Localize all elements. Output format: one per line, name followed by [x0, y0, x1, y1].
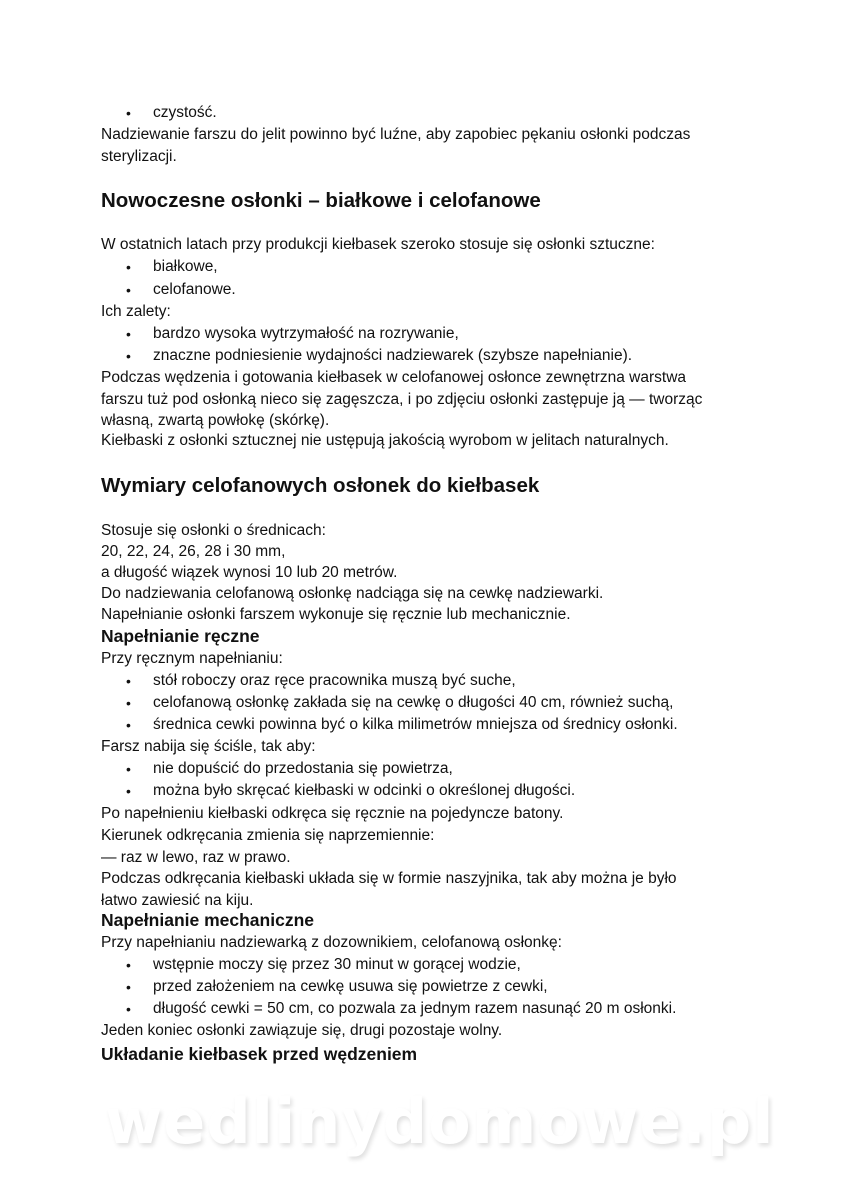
paragraph-line — [101, 368, 686, 388]
list-item — [126, 781, 576, 801]
paragraph-line — [101, 411, 329, 431]
line-text: Farsz nabija się ściśle, tak aby: — [101, 738, 316, 755]
line-text: Kiełbaski z osłonki sztucznej nie ustępują jakością wyrobom w jelitach naturalnych. — [101, 432, 669, 449]
line-text: Napełnianie mechaniczne — [101, 910, 314, 930]
paragraph-line — [101, 869, 677, 889]
line-text: Układanie kiełbasek przed wędzeniem — [101, 1044, 418, 1064]
line-text: celofanowe. — [153, 281, 236, 298]
line-text: białkowe, — [153, 258, 218, 275]
paragraph-line — [101, 737, 316, 757]
line-text: celofanową osłonkę zakłada się na cewkę o długości 40 cm, również suchą, — [153, 694, 674, 711]
list-item — [126, 955, 521, 975]
watermark: wedlinydomowe.pl — [105, 1085, 775, 1158]
bullet-icon: • — [126, 326, 131, 342]
paragraph-line — [101, 390, 702, 410]
subsection-heading — [101, 909, 314, 931]
line-text: — raz w lewo, raz w prawo. — [101, 849, 291, 866]
line-text: W ostatnich latach przy produkcji kiełbasek szeroko stosuje się osłonki sztuczne: — [101, 236, 655, 253]
subsection-heading — [101, 625, 260, 647]
line-text: Podczas odkręcania kiełbaski układa się w formie naszyjnika, tak aby można je było — [101, 870, 677, 887]
bullet-icon: • — [126, 259, 131, 275]
bullet-icon: • — [126, 673, 131, 689]
paragraph-line — [101, 302, 171, 322]
paragraph-line — [101, 563, 397, 583]
line-text: bardzo wysoka wytrzymałość na rozrywanie, — [153, 325, 459, 342]
line-text: Ich zalety: — [101, 303, 171, 320]
line-text: sterylizacji. — [101, 148, 177, 165]
line-text: Kierunek odkręcania zmienia się naprzemiennie: — [101, 827, 435, 844]
line-text: 20, 22, 24, 26, 28 i 30 mm, — [101, 543, 286, 560]
paragraph-line — [101, 542, 285, 562]
list-item — [126, 103, 217, 123]
paragraph-line — [101, 235, 655, 255]
line-text: stół roboczy oraz ręce pracownika muszą być suche, — [153, 672, 516, 689]
paragraph-line — [101, 125, 690, 145]
paragraph-line — [101, 649, 283, 669]
paragraph-line — [101, 1021, 502, 1041]
subsection-heading — [101, 1043, 417, 1065]
bullet-icon: • — [126, 1001, 131, 1017]
bullet-icon: • — [126, 348, 131, 364]
line-text: Nowoczesne osłonki – białkowe i celofanowe — [101, 189, 541, 212]
list-item — [126, 759, 453, 779]
list-item — [126, 693, 674, 713]
line-text: Napełnianie ręczne — [101, 626, 260, 646]
paragraph-line — [101, 521, 326, 541]
paragraph-line — [101, 431, 669, 451]
bullet-icon: • — [126, 105, 131, 121]
line-text: Przy napełnianiu nadziewarką z dozownikiem, celofanową osłonkę: — [101, 934, 562, 951]
line-text: można było skręcać kiełbaski w odcinki o określonej długości. — [153, 782, 576, 799]
line-text: łatwo zawiesić na kiju. — [101, 892, 254, 909]
section-heading — [101, 473, 539, 499]
paragraph-line — [101, 804, 563, 824]
line-text: Podczas wędzenia i gotowania kiełbasek w celofanowej osłonce zewnętrzna warstwa — [101, 369, 687, 386]
bullet-icon: • — [126, 957, 131, 973]
line-text: wstępnie moczy się przez 30 minut w gorącej wodzie, — [153, 956, 521, 973]
bullet-icon: • — [126, 761, 131, 777]
line-text: a długość wiązek wynosi 10 lub 20 metrów. — [101, 564, 398, 581]
paragraph-line — [101, 147, 177, 167]
line-text: przed założeniem na cewkę usuwa się powietrze z cewki, — [153, 978, 548, 995]
list-item — [126, 671, 516, 691]
line-text: Nadziewanie farszu do jelit powinno być luźne, aby zapobiec pękaniu osłonki podczas — [101, 126, 691, 143]
line-text: farszu tuż pod osłonką nieco się zagęszcza, i po zdjęciu osłonki zastępuje ją — tworząc — [101, 391, 703, 408]
line-text: Do nadziewania celofanową osłonkę nadciąga się na cewkę nadziewarki. — [101, 585, 604, 602]
paragraph-line — [101, 605, 571, 625]
line-text: Jeden koniec osłonki zawiązuje się, drugi pozostaje wolny. — [101, 1022, 503, 1039]
line-text: czystość. — [153, 104, 217, 121]
bullet-icon: • — [126, 282, 131, 298]
paragraph-line — [101, 891, 253, 911]
list-item — [126, 257, 218, 277]
line-text: Po napełnieniu kiełbaski odkręca się ręcznie na pojedyncze batony. — [101, 805, 564, 822]
line-text: nie dopuścić do przedostania się powietrza, — [153, 760, 453, 777]
line-text: własną, zwartą powłokę (skórkę). — [101, 412, 330, 429]
paragraph-line — [101, 584, 603, 604]
line-text: długość cewki = 50 cm, co pozwala za jednym razem nasunąć 20 m osłonki. — [153, 1000, 677, 1017]
bullet-icon: • — [126, 695, 131, 711]
bullet-icon: • — [126, 783, 131, 799]
line-text: znaczne podniesienie wydajności nadziewarek (szybsze napełnianie). — [153, 347, 633, 364]
line-text: średnica cewki powinna być o kilka milimetrów mniejsza od średnicy osłonki. — [153, 716, 678, 733]
list-item — [126, 977, 548, 997]
bullet-icon: • — [126, 717, 131, 733]
line-text: Wymiary celofanowych osłonek do kiełbasek — [101, 474, 540, 497]
list-item — [126, 280, 236, 300]
bullet-icon: • — [126, 979, 131, 995]
list-item — [126, 999, 677, 1019]
line-text: Stosuje się osłonki o średnicach: — [101, 522, 326, 539]
line-text: Napełnianie osłonki farszem wykonuje się ręcznie lub mechanicznie. — [101, 606, 571, 623]
section-heading — [101, 188, 541, 214]
line-text: Przy ręcznym napełnianiu: — [101, 650, 283, 667]
paragraph-line — [101, 826, 434, 846]
paragraph-line — [101, 848, 291, 868]
paragraph-line — [101, 933, 562, 953]
list-item — [126, 715, 678, 735]
list-item — [126, 324, 459, 344]
list-item — [126, 346, 633, 366]
